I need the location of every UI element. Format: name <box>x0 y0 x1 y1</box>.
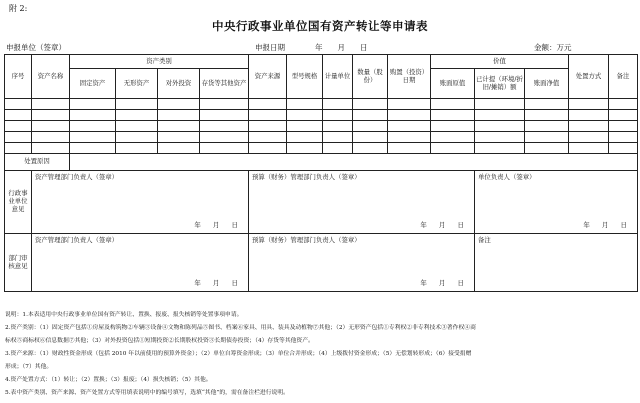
col-value: 价值 <box>431 55 569 69</box>
application-table <box>4 54 638 292</box>
table-row <box>5 99 638 110</box>
note-line: 形成；（7）其他。 <box>5 364 53 370</box>
note-line: 5.表中资产类别、资产来源、资产处置方式等用填表说明中的编号填写，选填“其他”的，需在备注栏进行说明。 <box>5 390 289 396</box>
col-asset-category: 资产类别 <box>70 55 249 69</box>
form-title: 中央行政事业单位国有资产转让等申请表 <box>212 19 428 33</box>
unit-head-sign-cell[interactable]: 单位负责人（签章） 年 月 日 <box>475 171 638 234</box>
col-cat-fixed: 固定资产 <box>70 69 116 99</box>
col-asset-source: 资产来源 <box>249 55 287 99</box>
col-quantity: 数量（股份） <box>353 55 388 99</box>
amount-unit-label: 金额：万元 <box>534 43 572 52</box>
col-unit: 计量单位 <box>323 55 353 99</box>
note-line: 说明：1.本表适用中央行政事业单位国有资产转让、置换、报废、报失核销等处置事项申请。 <box>5 312 243 318</box>
col-remarks: 备注 <box>609 55 638 99</box>
instructions <box>5 309 635 400</box>
col-serial: 序号 <box>5 55 32 99</box>
col-book-original: 账面原值 <box>431 69 475 99</box>
unit-opinion-label: 行政事 业单位 意见 <box>5 171 32 234</box>
col-disposal-method: 处置方式 <box>569 55 609 99</box>
col-accum-depr: 已计提（环境/折旧/摊销）额 <box>475 69 525 99</box>
attachment-label: 附 2: <box>9 4 28 13</box>
table-row <box>5 143 638 154</box>
note-line: 2.资产类别：（1）固定资产包括①房屋及构筑物②车辆③设备④文物和陈列品⑤图书、档案⑥家具、用具、装具及动植物⑦其他；（2）无形资产包括①专利权②非专利技术③著作权④商 <box>5 325 476 331</box>
applicant-label: 申报单位（签章） <box>6 43 66 52</box>
table-row <box>5 110 638 121</box>
disposal-reason-field[interactable] <box>70 154 638 171</box>
col-purchase-date: 购置（投资）日期 <box>388 55 431 99</box>
dept-opinion-label: 部门审 核意见 <box>5 234 32 292</box>
disposal-reason-label: 处置原因 <box>5 154 70 171</box>
unit-asset-mgmt-sign-cell[interactable]: 资产管理部门负责人（签章） 年 月 日 <box>32 171 249 234</box>
table-row <box>5 121 638 132</box>
dept-asset-mgmt-sign-cell[interactable]: 资产管理部门负责人（签章） 年 月 日 <box>32 234 249 292</box>
dept-remarks-cell[interactable]: 备注 <box>475 234 638 292</box>
dept-budget-mgmt-sign-cell[interactable]: 预算（财务）管理部门负责人（签章） 年 月 日 <box>249 234 475 292</box>
table-row <box>5 132 638 143</box>
note-line: 3.资产来源：（1）财政性资金形成（包括 2010 年以前使用的预算外资金）；（2）单位自筹资金形成；（3）单位合并形成；（4）上级拨付资金形成；（5）无偿划转形成；（6）接受捐赠 <box>5 351 472 357</box>
col-cat-inventory: 存货等其他资产 <box>200 69 249 99</box>
col-cat-intangible: 无形资产 <box>116 69 158 99</box>
note-line: 4.资产处置方式：（1）转让；（2）置换；（3）报废；（4）损失核销；（5）其他。 <box>5 377 212 383</box>
apply-date-label: 申报日期 年 月 日 <box>255 43 368 52</box>
col-book-net: 账面净值 <box>525 69 569 99</box>
col-cat-invest: 对外投资 <box>158 69 200 99</box>
col-model-spec: 型号规格 <box>287 55 323 99</box>
col-asset-name: 资产名称 <box>32 55 70 99</box>
unit-budget-mgmt-sign-cell[interactable]: 预算（财务）管理部门负责人（签章） 年 月 日 <box>249 171 475 234</box>
note-line: 标权⑤商标权⑥信息数据⑦其他；（3）对外投资包括①短期投资②长期股权投资③长期债券投资；（4）存货等其他资产。 <box>5 338 314 344</box>
